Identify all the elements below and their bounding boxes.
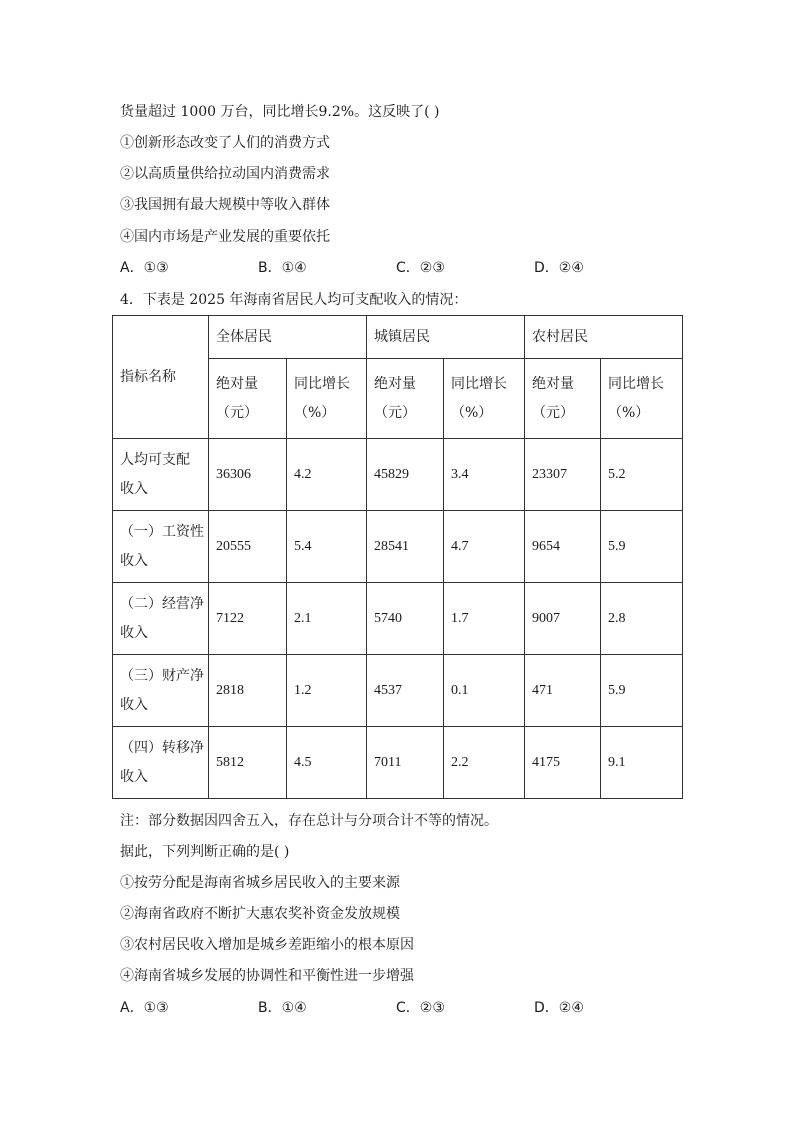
table-row xyxy=(113,511,683,583)
table-cell: 5812 xyxy=(209,727,287,799)
table-cell: 4.7 xyxy=(444,511,525,583)
table-cell: 5.4 xyxy=(287,511,367,583)
table-cell: 5.9 xyxy=(601,655,683,727)
table-cell: 5.9 xyxy=(601,511,683,583)
table-cell: 9.1 xyxy=(601,727,683,799)
q3-statement-3: ③我国拥有最大规模中等收入群体 xyxy=(120,197,330,213)
q4-statement-2: ②海南省政府不断扩大惠农奖补资金发放规模 xyxy=(120,906,400,922)
sub-header: 绝对量 （元） xyxy=(209,359,287,439)
table-cell: 4537 xyxy=(367,655,444,727)
sub-header: 同比增长 （%） xyxy=(601,359,683,439)
row-label: （二）经营净 收入 xyxy=(113,583,209,655)
table-cell: 7011 xyxy=(367,727,444,799)
sub-header: 绝对量 （元） xyxy=(367,359,444,439)
table-cell: 2.8 xyxy=(601,583,683,655)
q3-option-c[interactable]: C．②③ xyxy=(396,260,445,276)
table-cell: 36306 xyxy=(209,439,287,511)
table-cell: 1.2 xyxy=(287,655,367,727)
q4-statement-3: ③农村居民收入增加是城乡差距缩小的根本原因 xyxy=(120,937,414,953)
q3-stem-tail: 货量超过 1000 万台，同比增长9.2%。这反映了( ) xyxy=(120,104,440,120)
table-row xyxy=(113,439,683,511)
q3-statement-1: ①创新形态改变了人们的消费方式 xyxy=(120,135,330,151)
q3-options xyxy=(120,258,680,278)
row-label: （四）转移净 收入 xyxy=(113,727,209,799)
q4-option-b[interactable]: B．①④ xyxy=(258,1000,307,1016)
q3-statement-2: ②以高质量供给拉动国内消费需求 xyxy=(120,166,330,182)
table-cell: 0.1 xyxy=(444,655,525,727)
table-cell: 9654 xyxy=(525,511,601,583)
table-cell: 5.2 xyxy=(601,439,683,511)
q3-option-d[interactable]: D．②④ xyxy=(534,260,584,276)
table-cell: 1.7 xyxy=(444,583,525,655)
group-header-all: 全体居民 xyxy=(209,316,367,359)
table-cell: 45829 xyxy=(367,439,444,511)
table-note: 注：部分数据因四舍五入，存在总计与分项合计不等的情况。 xyxy=(120,813,498,829)
q4-intro: 4．下表是 2025 年海南省居民人均可支配收入的情况： xyxy=(120,292,468,308)
table-cell: 3.4 xyxy=(444,439,525,511)
table-cell: 28541 xyxy=(367,511,444,583)
q4-options xyxy=(120,998,680,1018)
group-header-urban: 城镇居民 xyxy=(367,316,525,359)
q3-option-a[interactable]: A．①③ xyxy=(120,260,169,276)
row-label: （三）财产净 收入 xyxy=(113,655,209,727)
sub-header: 同比增长 （%） xyxy=(444,359,525,439)
table-cell: 4.5 xyxy=(287,727,367,799)
table-cell: 4.2 xyxy=(287,439,367,511)
q4-option-a[interactable]: A．①③ xyxy=(120,1000,169,1016)
q4-question: 据此，下列判断正确的是( ) xyxy=(120,844,290,860)
table-row xyxy=(113,655,683,727)
q3-option-b[interactable]: B．①④ xyxy=(258,260,307,276)
row-header-cell: 指标名称 xyxy=(113,316,209,439)
table-row xyxy=(113,583,683,655)
q3-statement-4: ④国内市场是产业发展的重要依托 xyxy=(120,229,330,245)
q4-option-d[interactable]: D．②④ xyxy=(534,1000,584,1016)
sub-header: 同比增长 （%） xyxy=(287,359,367,439)
table-cell: 5740 xyxy=(367,583,444,655)
table-cell: 20555 xyxy=(209,511,287,583)
q4-option-c[interactable]: C．②③ xyxy=(396,1000,445,1016)
table-cell: 2.2 xyxy=(444,727,525,799)
row-label: （一）工资性 收入 xyxy=(113,511,209,583)
income-table xyxy=(112,315,683,799)
table-row xyxy=(113,727,683,799)
table-cell: 7122 xyxy=(209,583,287,655)
table-cell: 2.1 xyxy=(287,583,367,655)
table-cell: 23307 xyxy=(525,439,601,511)
sub-header: 绝对量 （元） xyxy=(525,359,601,439)
table-cell: 9007 xyxy=(525,583,601,655)
table-cell: 4175 xyxy=(525,727,601,799)
group-header-rural: 农村居民 xyxy=(525,316,683,359)
q4-statement-4: ④海南省城乡发展的协调性和平衡性进一步增强 xyxy=(120,968,414,984)
row-label: 人均可支配 收入 xyxy=(113,439,209,511)
table-cell: 471 xyxy=(525,655,601,727)
table-cell: 2818 xyxy=(209,655,287,727)
q4-statement-1: ①按劳分配是海南省城乡居民收入的主要来源 xyxy=(120,875,400,891)
